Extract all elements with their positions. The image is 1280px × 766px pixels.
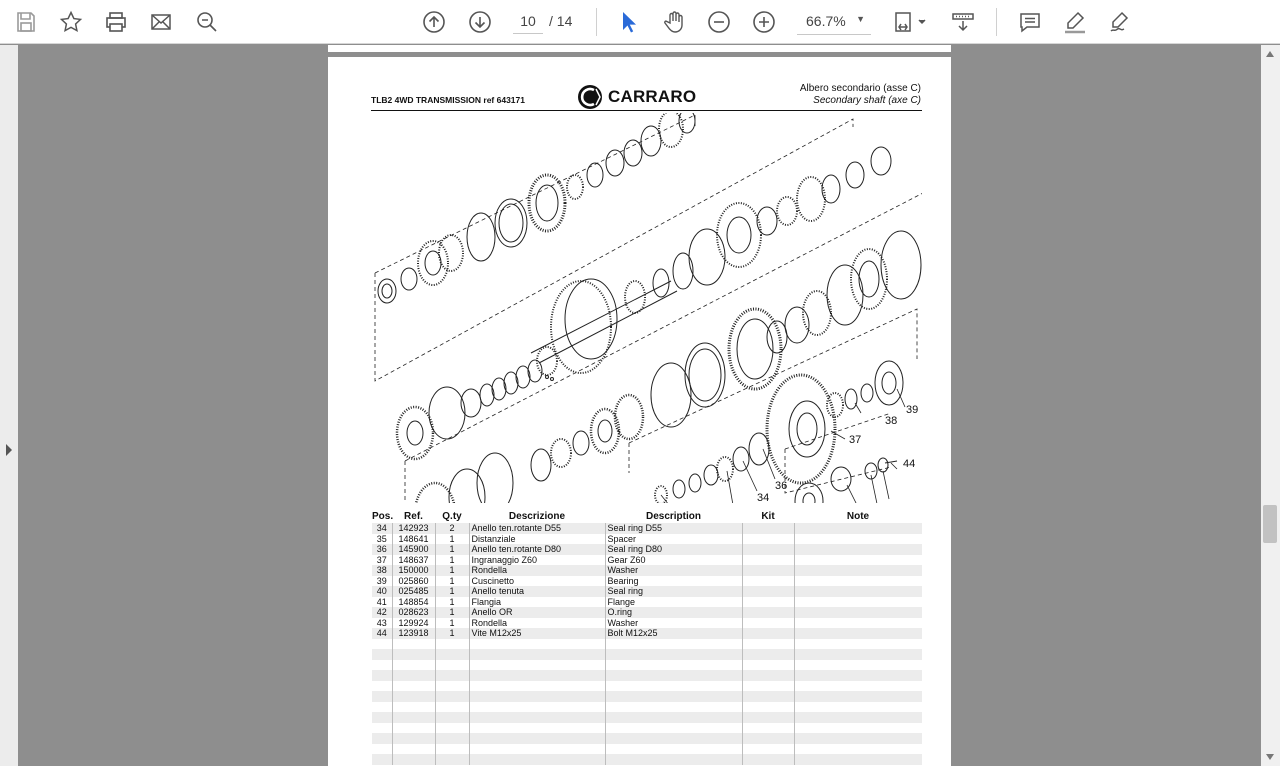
callout-37: 37: [849, 434, 862, 446]
col-kit: Kit: [761, 510, 775, 522]
table-cell: [742, 565, 794, 576]
table-cell: Vite M12x25: [469, 628, 605, 639]
parts-table-body: [372, 523, 922, 765]
table-cell: [794, 733, 922, 744]
table-cell: [469, 723, 605, 734]
document-page: [328, 57, 951, 766]
comment-icon[interactable]: [1014, 6, 1046, 38]
table-cell: 028623: [392, 607, 435, 618]
table-cell: [742, 586, 794, 597]
table-row: [372, 639, 922, 650]
table-cell: 025860: [392, 576, 435, 587]
table-cell: [469, 639, 605, 650]
table-cell: 42: [372, 607, 392, 618]
table-cell: 1: [435, 534, 469, 545]
table-cell: [435, 681, 469, 692]
table-cell: [742, 544, 794, 555]
hand-pan-icon[interactable]: [658, 6, 690, 38]
table-cell: [794, 534, 922, 545]
side-panel-toggle[interactable]: [0, 45, 18, 766]
table-row: [372, 712, 922, 723]
table-cell: [794, 586, 922, 597]
table-cell: [742, 681, 794, 692]
table-cell: [469, 649, 605, 660]
table-cell: 1: [435, 628, 469, 639]
table-cell: [435, 649, 469, 660]
table-cell: [469, 754, 605, 765]
scroll-mode-icon[interactable]: [947, 6, 979, 38]
table-header-row: [372, 509, 922, 523]
table-cell: [742, 744, 794, 755]
table-cell: 142923: [392, 523, 435, 534]
table-cell: [794, 565, 922, 576]
table-cell: Gear Z60: [605, 555, 742, 566]
scroll-up-icon[interactable]: [1266, 51, 1274, 57]
table-cell: 148854: [392, 597, 435, 608]
table-cell: [435, 670, 469, 681]
table-cell: [605, 702, 742, 713]
table-cell: [469, 670, 605, 681]
table-row: [372, 754, 922, 765]
table-cell: [742, 576, 794, 587]
table-cell: [435, 733, 469, 744]
table-cell: 1: [435, 576, 469, 587]
document-header: TLB2 4WD TRANSMISSION ref 643171: [371, 95, 525, 105]
table-cell: [392, 723, 435, 734]
bookmark-star-icon[interactable]: [55, 6, 87, 38]
table-cell: 36: [372, 544, 392, 555]
table-cell: Anello ten.rotante D55: [469, 523, 605, 534]
table-cell: [794, 523, 922, 534]
table-cell: [794, 576, 922, 587]
table-cell: 1: [435, 607, 469, 618]
chevron-right-icon: [6, 444, 12, 456]
previous-page-edge: [328, 45, 951, 52]
table-row: [372, 607, 922, 618]
table-cell: [742, 723, 794, 734]
table-row: [372, 744, 922, 755]
scrollbar-thumb[interactable]: [1263, 505, 1277, 543]
table-cell: [742, 754, 794, 765]
table-cell: [605, 649, 742, 660]
col-descrizione: Descrizione: [508, 510, 566, 522]
callout-39: 39: [906, 404, 919, 416]
table-cell: [392, 702, 435, 713]
table-cell: 40: [372, 586, 392, 597]
header-rule: [371, 110, 922, 111]
table-cell: 41: [376, 596, 387, 607]
table-cell: Ingranaggio Z60: [469, 555, 605, 566]
table-cell: [742, 712, 794, 723]
zoom-value: 66.7%: [806, 13, 846, 29]
table-cell: 1: [435, 544, 469, 555]
table-cell: Anello ten.rotante D80: [469, 544, 605, 555]
zoom-select[interactable]: [797, 8, 871, 35]
table-cell: [392, 639, 435, 650]
section-title-it: Albero secondario (asse C): [799, 83, 921, 94]
chevron-down-icon: ▼: [856, 14, 865, 24]
table-cell: Bearing: [605, 576, 742, 587]
table-cell: 2: [435, 523, 469, 534]
table-cell: Washer: [605, 565, 742, 576]
save-icon[interactable]: [10, 6, 42, 38]
table-cell: [742, 733, 794, 744]
table-cell: [605, 660, 742, 671]
table-cell: [372, 733, 392, 744]
zoom-search-icon[interactable]: [191, 6, 223, 38]
table-cell: [392, 712, 435, 723]
table-row: [372, 723, 922, 734]
table-cell: Cuscinetto: [469, 576, 605, 587]
col-note: Note: [846, 510, 870, 522]
table-cell: 1: [435, 597, 469, 608]
table-cell: [469, 681, 605, 692]
table-cell: [435, 660, 469, 671]
table-cell: [392, 733, 435, 744]
table-cell: 1: [435, 586, 469, 597]
table-cell: [742, 691, 794, 702]
callout-36: 36: [775, 480, 788, 492]
table-cell: [605, 754, 742, 765]
table-row: [372, 586, 922, 597]
table-row: [372, 702, 922, 713]
table-cell: 025485: [392, 586, 435, 597]
table-cell: 145900: [392, 544, 435, 555]
table-cell: [372, 681, 392, 692]
table-cell: [392, 649, 435, 660]
print-icon[interactable]: [100, 6, 132, 38]
table-cell: [392, 754, 435, 765]
table-cell: 1: [435, 555, 469, 566]
table-cell: 35: [376, 533, 387, 544]
table-cell: [742, 607, 794, 618]
table-row: [372, 597, 922, 608]
table-cell: [742, 702, 794, 713]
table-cell: [372, 660, 392, 671]
select-pointer-icon[interactable]: [612, 6, 644, 38]
table-row: [372, 649, 922, 660]
exploded-parts-diagram: [371, 113, 922, 503]
table-cell: [605, 681, 742, 692]
table-cell: [469, 660, 605, 671]
table-cell: [742, 597, 794, 608]
table-cell: [794, 660, 922, 671]
table-cell: 34: [372, 523, 392, 534]
callout-34c: 34: [757, 492, 770, 503]
table-cell: Washer: [605, 618, 742, 629]
table-cell: [742, 639, 794, 650]
table-cell: 148641: [392, 534, 435, 545]
table-row: [372, 691, 922, 702]
table-cell: Rondella: [469, 565, 605, 576]
table-cell: 39: [376, 575, 387, 586]
table-row: [372, 628, 922, 639]
table-cell: [794, 691, 922, 702]
table-row: [372, 523, 922, 534]
table-row: [372, 544, 922, 555]
table-cell: 129924: [392, 618, 435, 629]
callout-44: 44: [903, 458, 916, 470]
highlight-pen-icon[interactable]: [1059, 6, 1091, 38]
table-cell: [392, 681, 435, 692]
table-cell: [742, 628, 794, 639]
table-cell: [794, 628, 922, 639]
table-cell: [435, 754, 469, 765]
table-row: [372, 576, 922, 587]
table-cell: [469, 702, 605, 713]
table-cell: [469, 712, 605, 723]
table-cell: [794, 744, 922, 755]
toolbar: [0, 0, 1280, 44]
table-cell: [435, 712, 469, 723]
table-cell: [435, 702, 469, 713]
table-cell: 37: [376, 554, 387, 565]
page-total: / 14: [549, 13, 573, 29]
brand-name: CARRARO: [608, 87, 697, 106]
table-cell: [605, 723, 742, 734]
table-cell: [742, 523, 794, 534]
table-cell: [392, 691, 435, 702]
table-cell: [794, 597, 922, 608]
table-cell: Flangia: [469, 597, 605, 608]
table-row: [372, 618, 922, 629]
table-cell: 123918: [392, 628, 435, 639]
table-row: [372, 565, 922, 576]
table-cell: 43: [376, 617, 387, 628]
parts-table: [372, 509, 922, 765]
vertical-scrollbar[interactable]: [1261, 45, 1280, 766]
table-row: [372, 555, 922, 566]
page-down-icon[interactable]: [464, 6, 496, 38]
callout-38: 38: [885, 415, 898, 427]
table-cell: [605, 670, 742, 681]
table-row: [372, 733, 922, 744]
zoom-out-icon[interactable]: [703, 6, 735, 38]
table-cell: [742, 660, 794, 671]
sign-icon[interactable]: [1104, 6, 1136, 38]
section-title-en: Secondary shaft (axe C): [813, 95, 921, 106]
table-cell: [742, 618, 794, 629]
table-cell: 44: [372, 628, 392, 639]
table-row: [372, 681, 922, 692]
table-cell: [605, 691, 742, 702]
table-cell: [742, 555, 794, 566]
scroll-down-icon[interactable]: [1266, 754, 1274, 760]
table-cell: Spacer: [605, 534, 742, 545]
table-cell: [372, 723, 392, 734]
table-cell: [435, 744, 469, 755]
table-cell: [794, 544, 922, 555]
table-cell: [794, 681, 922, 692]
table-cell: Bolt M12x25: [605, 628, 742, 639]
table-cell: [392, 670, 435, 681]
table-cell: [605, 712, 742, 723]
table-cell: [794, 702, 922, 713]
table-cell: [372, 754, 392, 765]
table-cell: [392, 744, 435, 755]
table-cell: Seal ring: [605, 586, 742, 597]
table-cell: 148637: [392, 555, 435, 566]
table-cell: Seal ring D80: [605, 544, 742, 555]
col-pos: Pos.: [372, 510, 394, 522]
table-cell: Rondella: [469, 618, 605, 629]
table-cell: [372, 744, 392, 755]
table-cell: [372, 639, 392, 650]
table-cell: [794, 649, 922, 660]
table-cell: [742, 670, 794, 681]
table-cell: Distanziale: [469, 534, 605, 545]
table-cell: [794, 670, 922, 681]
table-cell: [372, 670, 392, 681]
page-up-icon[interactable]: [418, 6, 450, 38]
table-row: [372, 660, 922, 671]
fit-page-icon[interactable]: [888, 6, 932, 38]
table-cell: [605, 744, 742, 755]
table-cell: [469, 733, 605, 744]
table-cell: O.ring: [605, 607, 742, 618]
zoom-in-icon[interactable]: [748, 6, 780, 38]
table-cell: [372, 712, 392, 723]
table-cell: 1: [435, 565, 469, 576]
email-icon[interactable]: [145, 6, 177, 38]
col-qty: Q.ty: [442, 510, 462, 522]
table-cell: [794, 639, 922, 650]
table-cell: [372, 702, 392, 713]
toolbar-divider: [596, 8, 597, 36]
table-cell: [794, 607, 922, 618]
page-number-input[interactable]: [513, 9, 543, 34]
table-cell: [372, 649, 392, 660]
table-cell: [794, 555, 922, 566]
table-cell: 1: [435, 618, 469, 629]
col-description: Description: [645, 510, 701, 522]
table-cell: [794, 754, 922, 765]
table-cell: [392, 660, 435, 671]
table-row: [372, 670, 922, 681]
table-cell: [469, 691, 605, 702]
table-cell: [742, 534, 794, 545]
table-cell: Anello tenuta: [469, 586, 605, 597]
table-cell: [794, 712, 922, 723]
table-cell: [794, 618, 922, 629]
table-row: [372, 534, 922, 545]
table-cell: [435, 691, 469, 702]
table-cell: Anello OR: [469, 607, 605, 618]
table-cell: [742, 649, 794, 660]
table-cell: [794, 723, 922, 734]
table-cell: [435, 723, 469, 734]
table-cell: [605, 639, 742, 650]
toolbar-divider: [996, 8, 997, 36]
table-cell: 150000: [392, 565, 435, 576]
table-cell: Flange: [605, 597, 742, 608]
table-cell: [435, 639, 469, 650]
table-cell: 38: [372, 565, 392, 576]
table-cell: [469, 744, 605, 755]
col-ref: Ref.: [404, 510, 423, 522]
table-cell: [372, 691, 392, 702]
table-cell: [605, 733, 742, 744]
table-cell: Seal ring D55: [605, 523, 742, 534]
